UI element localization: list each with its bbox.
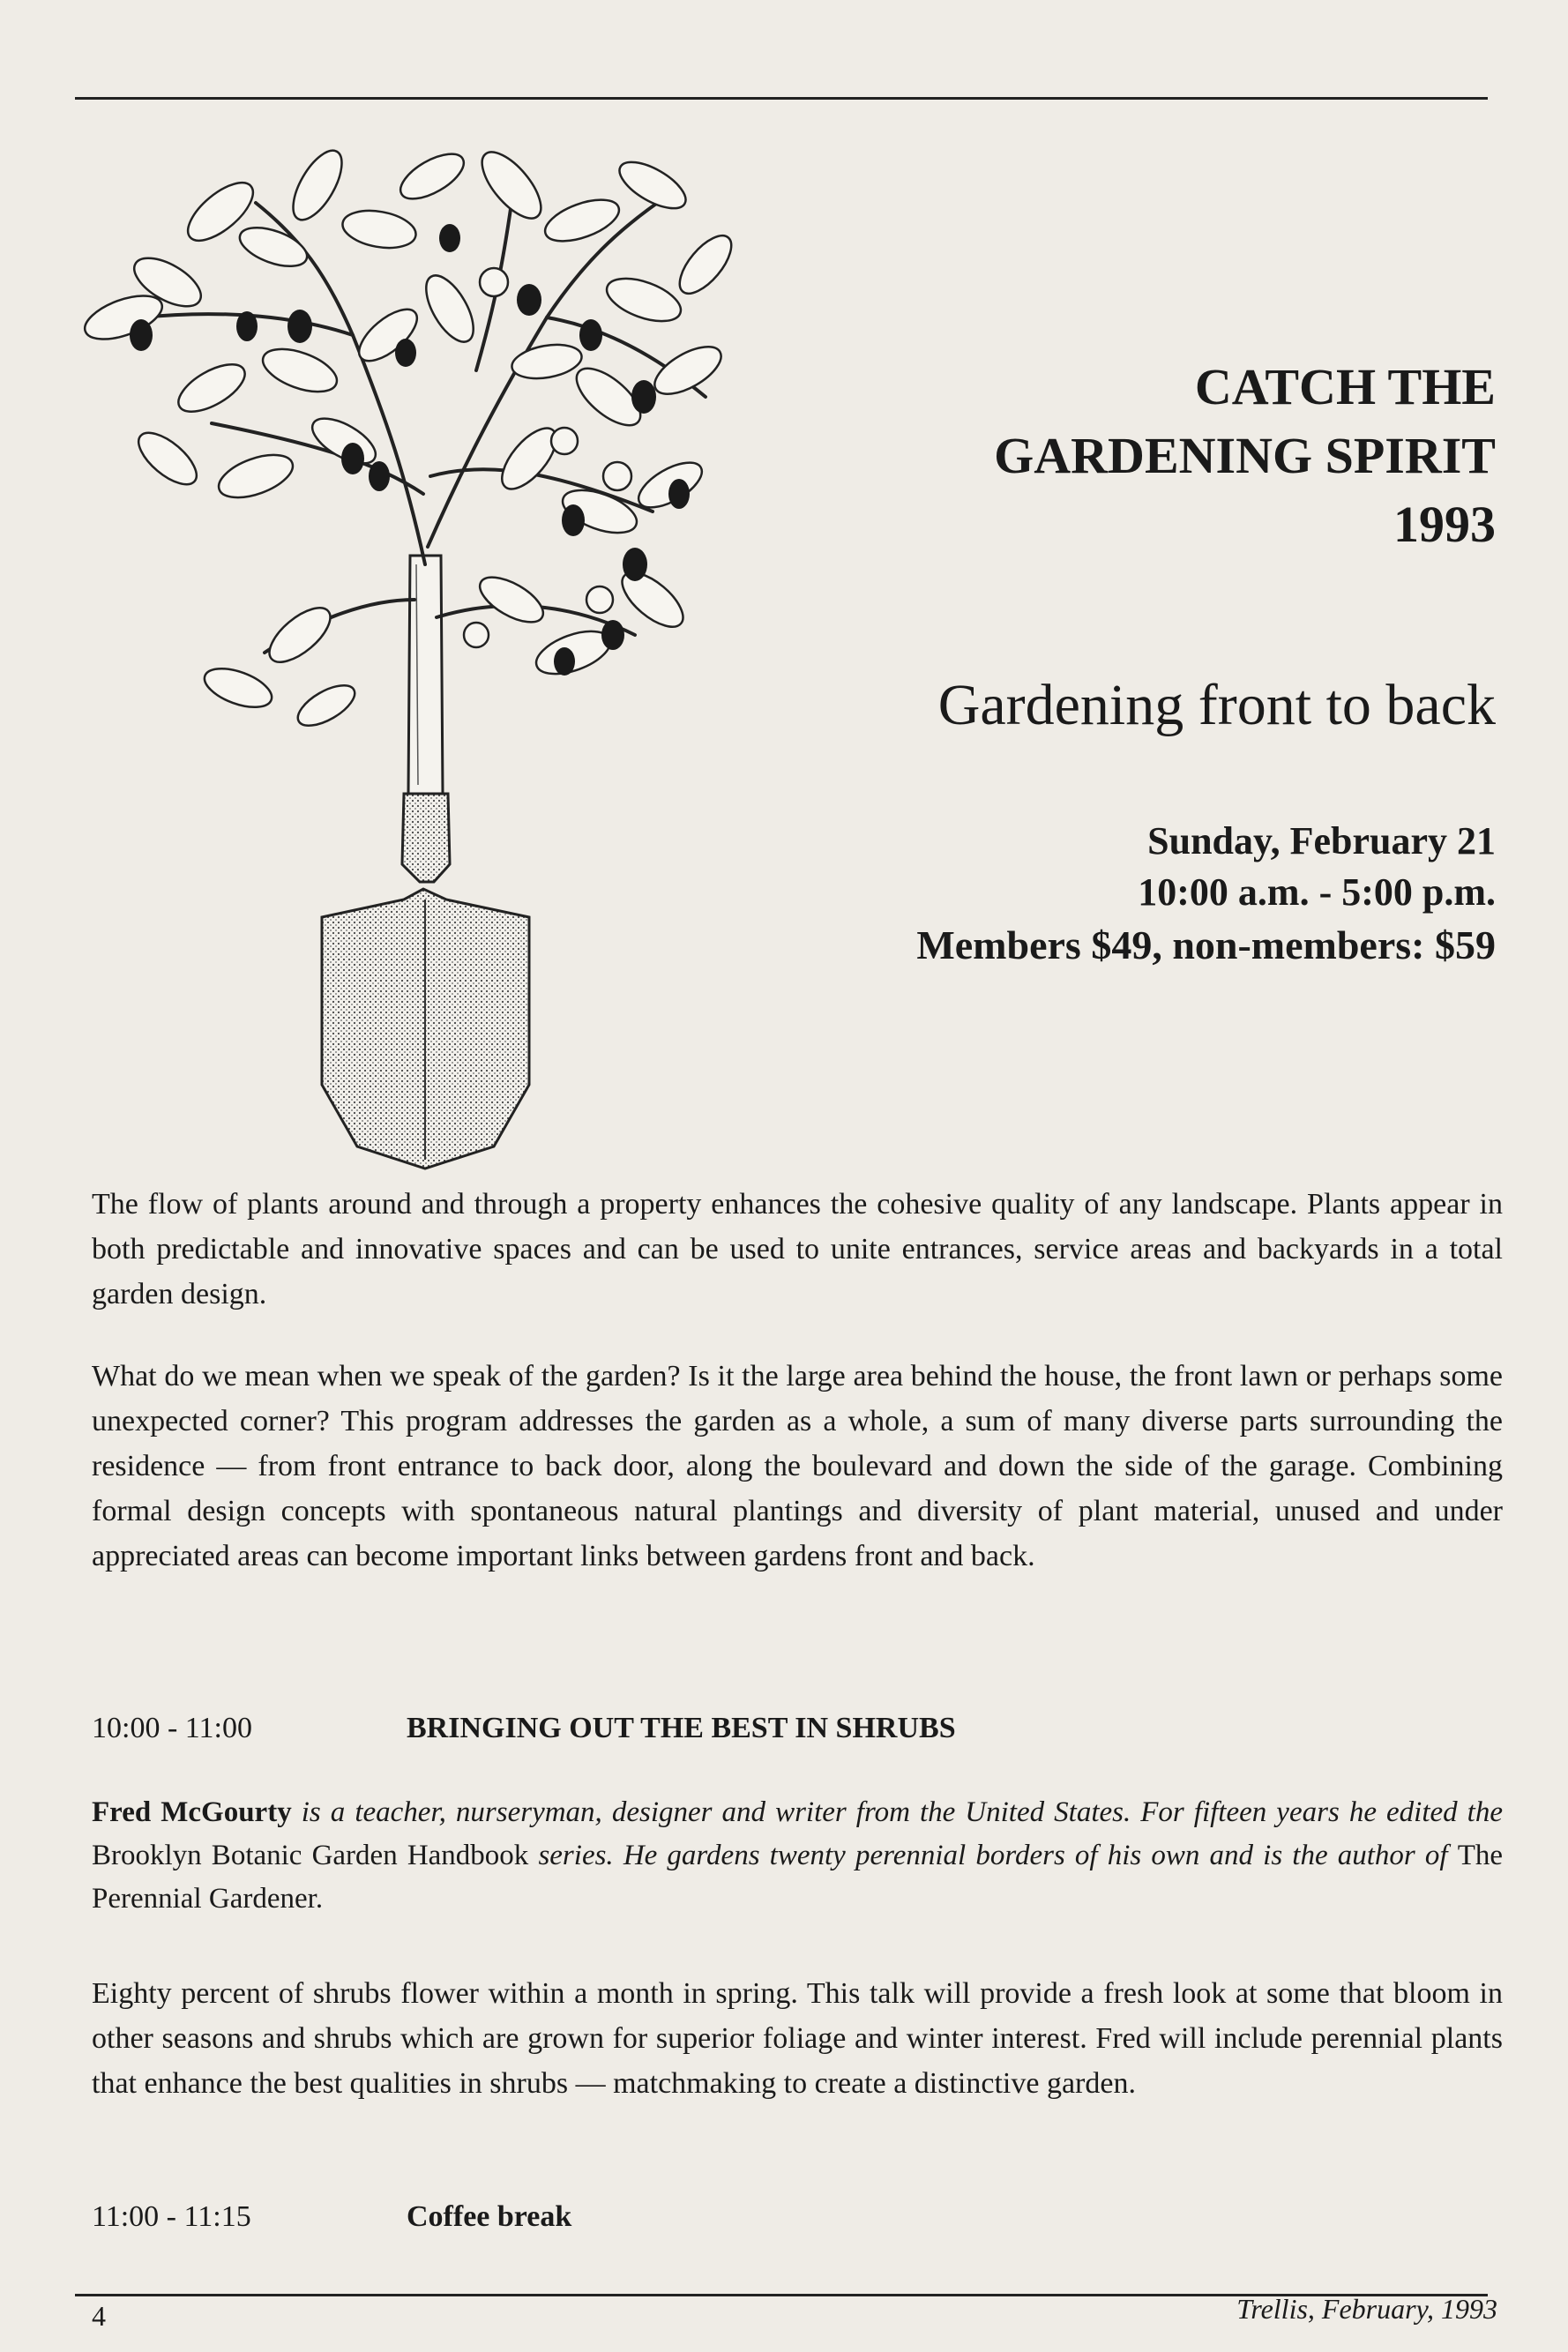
schedule-label: BRINGING OUT THE BEST IN SHRUBS (407, 1712, 956, 1744)
shrubs-paragraph: Eighty percent of shrubs flower within a month in spring. This talk will provide a fresh look at some that bloom in other seasons and shrubs which are grown for superior foliage and winter interest. Fred will include perennial plants that enhance the best qualities in shrubs — matchmaking to create a distinctive garden. (92, 1977, 1503, 2100)
bio-text-3: . (315, 1883, 324, 1915)
heading-line-1: CATCH THE (1194, 358, 1496, 415)
event-details (916, 816, 1496, 973)
schedule-row (92, 2194, 571, 2239)
schedule-row (92, 1706, 956, 1751)
page-number: 4 (92, 2300, 106, 2332)
speaker-name: Fred McGourty (92, 1796, 292, 1828)
schedule-time: 11:00 - 11:15 (92, 2200, 251, 2233)
intro-paragraph: The flow of plants around and through a property enhances the cohesive quality of any landscape. Plants appear in both predictable and innovative spaces and can be used to unite entrances, service areas and backyards in a total garden design. (92, 1188, 1503, 1310)
schedule-time: 10:00 - 11:00 (92, 1712, 252, 1744)
bio-text-1: is a teacher, nurseryman, designer and writer from the United States. For fifteen years he edited the (291, 1796, 1503, 1828)
bio-book-1: Brooklyn Botanic Garden Handbook (92, 1840, 529, 1871)
publication-footer: Trellis, February, 1993 (1236, 2293, 1497, 2325)
question-paragraph: What do we mean when we speak of the garden? Is it the large area behind the house, the front lawn or perhaps some unexpected corner? This program addresses the garden as a whole, a sum of many diverse parts surrounding the residence — from front entrance to back door, along the boulevard and down the side of the garage. Combining formal design concepts with spontaneous natural plantings and diversity of plant material, unused and under appreciated areas can become important links between gardens front and back. (92, 1360, 1503, 1572)
tree-spade-illustration (35, 106, 741, 1173)
event-price: Members $49, non-members: $59 (916, 922, 1496, 967)
program-subtitle: Gardening front to back (937, 673, 1496, 737)
heading-line-3: 1993 (1393, 496, 1496, 553)
bio-text-2: series. He gardens twenty perennial borders of his own and is the author of (528, 1840, 1458, 1871)
event-date: Sunday, February 21 (1147, 819, 1496, 862)
heading-line-2: GARDENING SPIRIT (994, 427, 1496, 484)
speaker-bio (92, 1791, 1503, 1921)
schedule-label: Coffee break (407, 2200, 572, 2233)
top-rule (75, 97, 1488, 100)
bio-book-2: The Perennial Gardener (92, 1840, 1504, 1915)
event-time: 10:00 a.m. - 5:00 p.m. (1138, 870, 1496, 914)
program-heading (825, 353, 1496, 559)
